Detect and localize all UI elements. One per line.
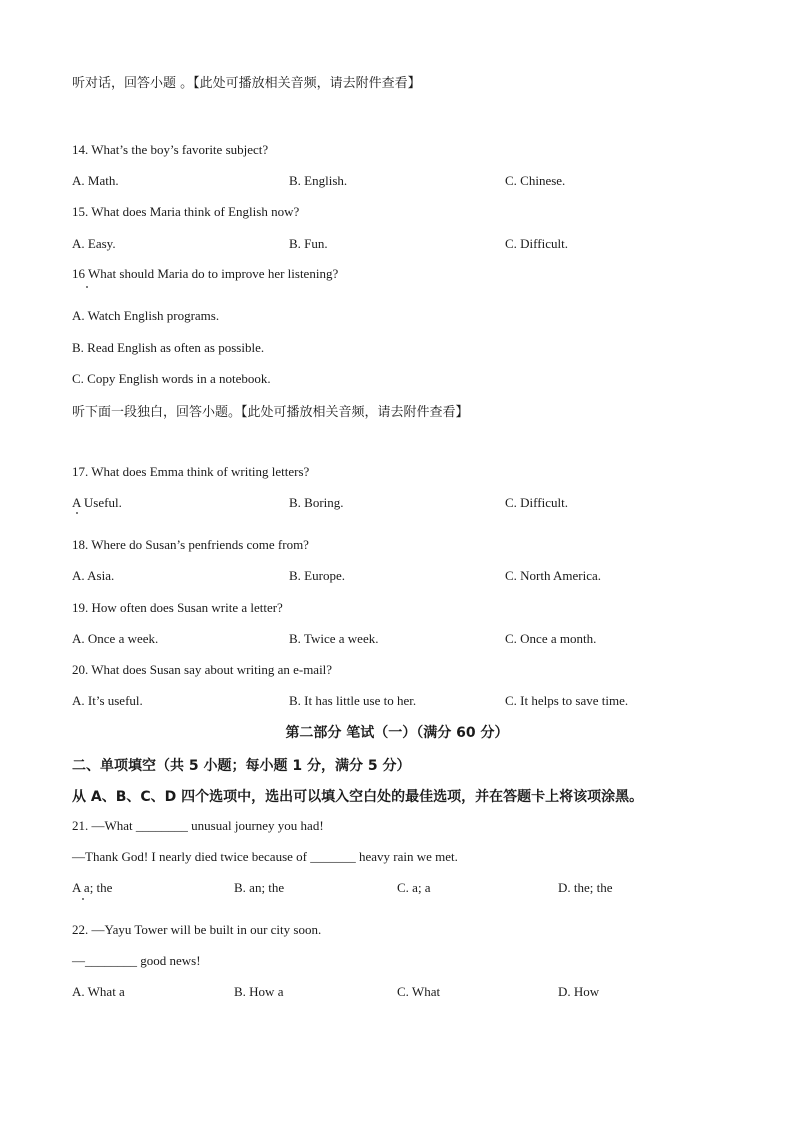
listening-intro-2: 听下面一段独白，回答小题。【此处可播放相关音频，请去附件查看】 [72,405,469,420]
question-17-option-c: C. Difficult. [505,495,568,510]
question-17-option-a: A Useful. [72,495,122,510]
stray-dot-mark [76,512,78,514]
question-14-option-c: C. Chinese. [505,173,566,188]
stray-dot-mark [86,286,88,288]
question-16-option-c: C. Copy English words in a notebook. [72,371,271,386]
part-2-title: 第二部分 笔试（一）（满分 60 分） [285,725,509,741]
question-21-line-2: —Thank God! I nearly died twice because of _______ heavy rain we met. [72,849,458,864]
question-20-option-b: B. It has little use to her. [289,693,417,708]
question-21-option-b: B. an; the [234,880,285,895]
question-22-option-c: C. What [397,984,441,999]
question-14-option-a: A. Math. [72,173,119,188]
question-22-line-1: 22. —Yayu Tower will be built in our city soon. [72,922,322,937]
question-21-line-1: 21. —What ________ unusual journey you had! [72,818,324,833]
question-21-option-d: D. the; the [558,880,613,895]
question-16-option-a: A. Watch English programs. [72,308,220,323]
question-22-line-2: —________ good news! [72,953,201,968]
question-14-stem: 14. What’s the boy’s favorite subject? [72,142,269,157]
question-16-option-b: B. Read English as often as possible. [72,340,265,355]
question-17-stem: 17. What does Emma think of writing letters? [72,464,310,479]
question-18-option-c: C. North America. [505,568,602,583]
question-16-stem: 16 What should Maria do to improve her listening? [72,266,339,281]
section-2-title: 二、单项填空（共 5 小题；每小题 1 分，满分 5 分） [72,758,411,774]
stray-dot-mark [82,898,84,900]
question-18-option-a: A. Asia. [72,568,115,583]
section-2-instruction: 从 A、B、C、D 四个选项中，选出可以填入空白处的最佳选项，并在答题卡上将该项涂黑。 [72,789,644,805]
question-18-stem: 18. Where do Susan’s penfriends come from? [72,537,309,552]
question-15-option-a: A. Easy. [72,236,116,251]
question-15-option-b: B. Fun. [289,236,328,251]
question-20-option-c: C. It helps to save time. [505,693,629,708]
question-22-option-a: A. What a [72,984,125,999]
question-17-option-b: B. Boring. [289,495,344,510]
question-20-stem: 20. What does Susan say about writing an e-mail? [72,662,333,677]
question-15-option-c: C. Difficult. [505,236,568,251]
listening-intro-1: 听对话，回答小题 。【此处可播放相关音频，请去附件查看】 [72,76,421,91]
question-21-option-a: A a; the [72,880,113,895]
question-15-stem: 15. What does Maria think of English now? [72,204,300,219]
question-21-option-c: C. a; a [397,880,431,895]
question-18-option-b: B. Europe. [289,568,345,583]
question-19-option-a: A. Once a week. [72,631,159,646]
question-22-option-d: D. How [558,984,600,999]
question-19-option-b: B. Twice a week. [289,631,379,646]
question-22-option-b: B. How a [234,984,284,999]
question-19-option-c: C. Once a month. [505,631,597,646]
question-19-stem: 19. How often does Susan write a letter? [72,600,283,615]
question-20-option-a: A. It’s useful. [72,693,143,708]
question-14-option-b: B. English. [289,173,348,188]
